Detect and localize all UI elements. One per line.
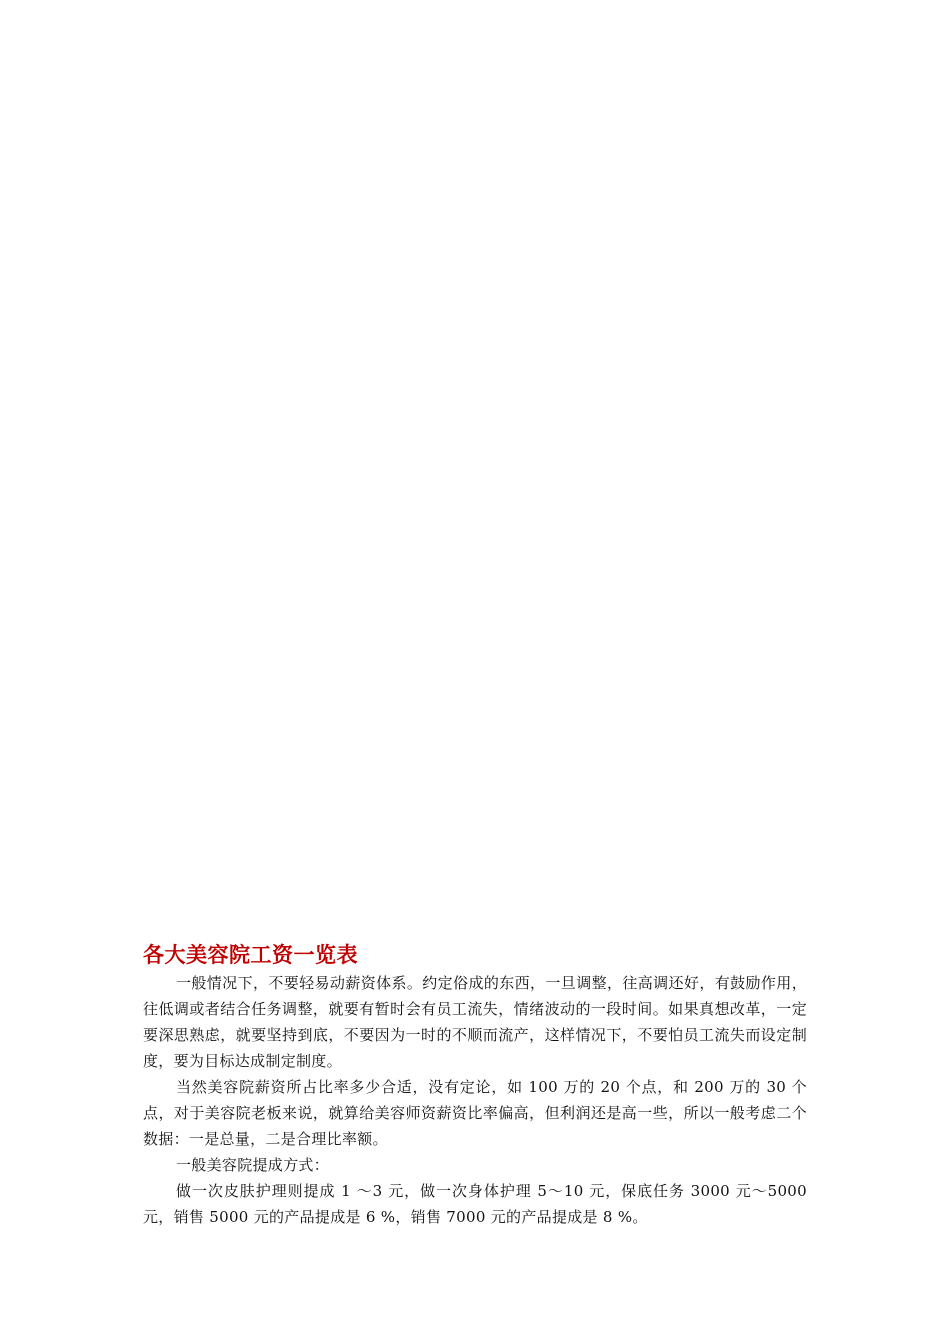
document-body [143,940,807,1230]
paragraph-commission-heading: 一般美容院提成方式： [176,1156,330,1174]
paragraph-commission-details: 做一次皮肤护理则提成 1 ～3 元，做一次身体护理 5～10 元，保底任务 3000 元～5000 元，销售 5000 元的产品提成是 6 %，销售 7000 元的产品提成是 8 %。 [143,1182,807,1226]
document-title: 各大美容院工资一览表 [143,943,358,967]
paragraph-salary-ratio: 当然美容院薪资所占比率多少合适，没有定论，如 100 万的 20 个点，和 200 万的 30 个点，对于美容院老板来说，就算给美容师资薪资比率偏高，但利润还是高一些，所以一般考虑二个数据：一是总量，二是合理比率额。 [143,1078,807,1148]
paragraph-salary-adjustment: 一般情况下，不要轻易动薪资体系。约定俗成的东西，一旦调整，往高调还好，有鼓励作用，往低调或者结合任务调整，就要有暂时会有员工流失，情绪波动的一段时间。如果真想改革，一定要深思熟虑，就要坚持到底，不要因为一时的不顺而流产，这样情况下，不要怕员工流失而设定制度，要为目标达成制定制度。 [143,974,807,1070]
